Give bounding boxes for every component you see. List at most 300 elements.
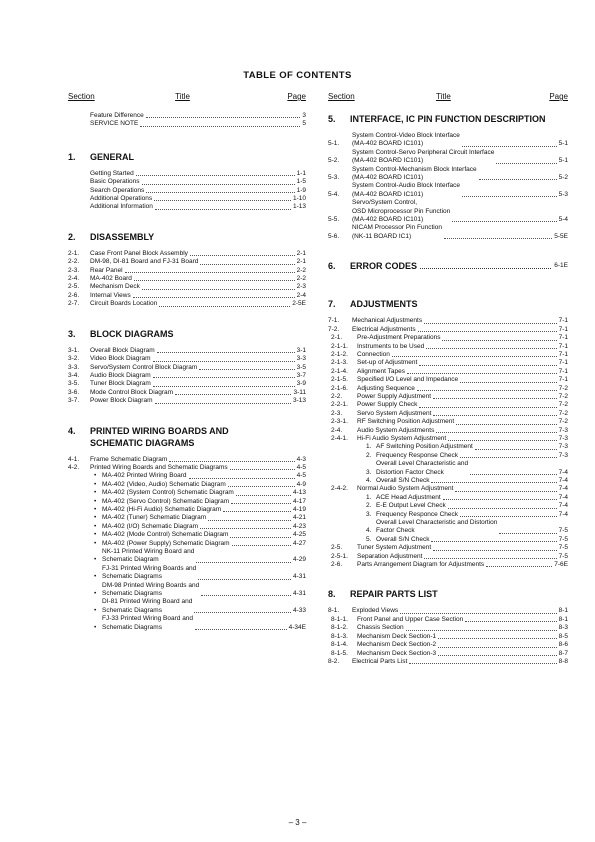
section-spacer [328,279,568,288]
section-spacer [328,241,568,250]
entry-number: • [94,606,97,614]
entry-number: • [94,472,97,480]
toc-entry [68,389,306,397]
dot-leader [436,432,556,433]
toc-entry [68,258,306,266]
entry-title: Overall Block Diagram [90,346,155,354]
dot-leader [231,503,291,504]
dot-leader [418,331,557,332]
entry-title: Getting Started [90,169,134,177]
dot-leader [438,655,556,656]
entry-title: Mechanism Deck Section-1 [357,632,437,640]
dot-leader [462,146,557,147]
toc-entry [68,489,306,497]
entry-title: SERVICE NOTE [90,120,139,128]
entry-number: 3-1. [68,346,80,354]
toc-entry [328,561,568,569]
dot-leader [460,457,557,458]
entry-title: Mechanical Adjustments [352,317,423,325]
dot-leader [426,348,556,349]
header-page-label: Page [549,92,568,101]
entry-page: 7-1 [558,317,568,325]
entry-title: Basic Operations [90,178,140,186]
entry-number: 5-6. [328,232,340,240]
toc-entry [328,401,568,409]
dot-leader [400,613,556,614]
entry-body [376,502,568,510]
entry-page: 4-3 [296,455,306,463]
section-heading [68,231,306,243]
entry-page: 7-1 [558,367,568,375]
entry-page: 2-1 [296,258,306,266]
entry-number: 2-1. [331,334,343,342]
toc-entry [328,182,568,199]
toc-entry [328,359,568,367]
entry-number: 2-1-6. [331,384,348,392]
entry-body [352,658,568,666]
entry-page: 2-2 [296,275,306,283]
entry-title: DM-98, DI-81 Board and FJ-31 Board [90,258,199,266]
dot-leader [208,520,291,521]
dot-leader [424,558,556,559]
entry-body [90,364,306,372]
entry-body [357,410,568,418]
section-heading [68,151,306,163]
entry-title: Power Supply Adjustment [357,392,432,400]
toc-entry [68,170,306,178]
entry-body [357,633,568,641]
toc-entry [328,641,568,649]
toc-entry [328,477,568,485]
entry-body [90,283,306,291]
entry-page: 7-1 [558,350,568,358]
entry-page: 7-3 [558,443,568,451]
entry-body [376,443,568,451]
entry-number: 4-1. [68,455,80,463]
toc-entry [328,553,568,561]
entry-page: 1-9 [296,186,306,194]
entry-body [352,132,568,149]
entry-page: 7-5 [558,544,568,552]
section-number: 1. [68,151,76,162]
dot-leader [470,474,556,475]
section-spacer [68,129,306,141]
entry-title: Parts Arrangement Diagram for Adjustments [357,561,485,569]
header-page-label: Page [287,92,306,101]
entry-number: 1. [366,493,372,501]
toc-entry [328,650,568,658]
entry-title: Case Front Panel Block Assembly [90,249,188,257]
section-spacer [68,212,306,221]
entry-page: 4-5 [296,463,306,471]
section-number: 4. [68,425,76,436]
section-title: BLOCK DIAGRAMS [90,328,174,339]
toc-entry [68,506,306,514]
entry-body [90,250,306,258]
section-title: ERROR CODES [350,261,418,272]
section-heading [328,298,568,310]
section-number: 8. [328,589,336,600]
toc-entry [68,514,306,522]
toc-entry [328,485,568,493]
dot-leader [153,377,295,378]
entry-number: • [94,489,97,497]
section-title: GENERAL [90,151,135,162]
dot-leader [155,403,291,404]
section-heading [328,113,568,125]
entry-body [90,178,306,186]
toc-entry [328,544,568,552]
section-number: 6. [328,261,336,272]
entry-title: Alignment Tapes [357,367,405,375]
entry-body [357,334,568,342]
entry-body [357,385,568,393]
entry-title: MA-402 Board [90,275,132,283]
dot-leader [232,545,291,546]
entry-number: 5-1. [328,140,340,148]
toc-left-column [68,92,306,632]
entry-title: Feature Difference [90,112,144,119]
dot-leader [146,192,294,193]
entry-title: NK-11 Printed Wiring Board and Schematic Diagram [102,548,195,564]
entry-number: • [94,514,97,522]
entry-title: Separation Adjustment [357,552,423,560]
section-title: INTERFACE, IC PIN FUNCTION DESCRIPTION [350,114,546,124]
entry-page: 1-13 [292,203,306,211]
dot-leader [448,440,556,441]
dot-leader [142,289,295,290]
entry-number: 3-6. [68,388,80,396]
entry-title: Exploded Views [352,607,399,615]
toc-entry [328,132,568,149]
toc-entry [328,536,568,544]
entry-title: Mode Control Block Diagram [90,388,174,396]
toc-entry [68,615,306,632]
entry-title: Additional Operations [90,195,153,203]
dot-leader [475,449,557,450]
entry-body [357,418,568,426]
toc-entry [328,658,568,666]
entry-page: 7-4 [558,502,568,510]
entry-body [376,511,568,519]
dot-leader [456,424,556,425]
toc-entry [328,410,568,418]
dot-leader [431,482,556,483]
dot-leader [157,352,295,353]
entry-body [352,607,568,615]
entry-title: Overall S/N Check [376,477,430,484]
toc-entry [68,195,306,203]
entry-number: 8-2. [328,657,340,665]
entry-page: 3-9 [296,380,306,388]
entry-title: FJ-33 Printed Wiring Board and Schematic Diagrams [102,615,194,631]
entry-title: Mechanism Deck Section-2 [357,641,437,649]
entry-number: 8-1-1. [331,615,348,623]
entry-number: • [94,505,97,513]
toc-entry [68,347,306,355]
entry-page: 8-1 [558,615,568,623]
entry-number: 2-1-3. [331,359,348,367]
entry-number: • [94,497,97,505]
toc-entry [68,598,306,615]
entry-body [102,481,306,489]
dot-leader [154,200,291,201]
entry-number: 2-3-1. [331,418,348,426]
entry-title: Hi-Fi Audio System Adjustment [357,434,447,442]
toc-entry [68,355,306,363]
entry-page: 4-23 [292,522,306,530]
header-title-label: Title [175,92,190,101]
entry-page: 2-4 [296,291,306,299]
entry-page: 4-33 [292,606,306,614]
dot-leader [134,280,295,281]
entry-number: 8-1-5. [331,649,348,657]
entry-title: DI-81 Printed Wiring Board and Schematic Diagrams [102,598,193,614]
entry-body [102,514,306,522]
entry-number: 2-4. [331,426,343,434]
entry-number: • [94,522,97,530]
entry-number: 7-1. [328,317,340,325]
toc-entry [68,397,306,405]
entry-number: 2-1-1. [331,342,348,350]
entry-number: 4-2. [68,463,80,471]
entry-body [357,401,568,409]
entry-body [102,548,306,565]
toc-entry [68,481,306,489]
entry-title: Printed Wiring Boards and Schematic Diagrams [90,463,228,471]
dot-leader [194,612,291,613]
dot-leader [200,528,291,529]
entry-body [357,485,568,493]
dot-leader [189,478,295,479]
entry-body [102,598,306,615]
entry-page: 7-3 [558,426,568,434]
dot-leader [196,562,291,563]
entry-page: 5-5E [554,232,568,240]
toc-entry [328,494,568,502]
entry-page: 4-27 [292,539,306,547]
entry-page: 8-7 [558,649,568,657]
entry-title: Servo/System Control Block Diagram [90,363,198,371]
entry-body [357,616,568,624]
entry-number: • [94,556,97,564]
entry-title: System Control-Mechanism Block Interface (MA-402 BOARD IC101) [352,165,477,182]
entry-body [352,199,568,224]
entry-page: 7-5 [558,527,568,535]
entry-number: 4. [366,527,372,535]
header-section-label: Section [328,92,355,101]
toc-entry [328,607,568,615]
entry-body [357,561,568,569]
entry-page: 8-3 [558,624,568,632]
entry-page: 1-5 [296,178,306,186]
entry-title: MA-402 (Video, Audio) Schematic Diagram [102,480,226,488]
entry-number: 3. [366,468,372,476]
entry-title: MA-402 Printed Wiring Board [102,472,187,480]
entry-body [352,224,568,241]
section-heading [68,425,306,449]
section-spacer [328,569,568,578]
entry-number: 3-3. [68,363,80,371]
entry-title: Electrical Adjustments [352,325,416,333]
entry-number: 2-1-2. [331,350,348,358]
entry-title: Frequency Responce Check [376,510,459,518]
entry-page: 5-3 [558,190,568,198]
entry-body [357,359,568,367]
entry-number: 1. [366,443,372,451]
entry-number: 2-2-1. [331,401,348,409]
spacer [68,103,306,112]
dot-leader [431,541,556,542]
dot-leader [153,361,295,362]
entry-body [90,170,306,178]
entry-number: 2-4-1. [331,434,348,442]
toc-entry [328,149,568,166]
toc-entry [68,120,306,128]
toc-entry [328,511,568,519]
entry-number: 2-1-5. [331,376,348,384]
entry-title: Power Supply Check [357,401,418,409]
toc-entry [68,187,306,195]
entry-title: MA-402 (Servo Control) Schematic Diagram [102,497,230,505]
entry-number: 2-6. [68,291,80,299]
entry-body [90,389,306,397]
entry-title: Pre-Adjustment Preparations [357,334,441,342]
entry-body [90,372,306,380]
entry-page: 7-1 [558,334,568,342]
toc-entry [328,351,568,359]
entry-page: 5 [302,120,306,128]
entry-title: Video Block Diagram [90,355,151,363]
entry-body [357,376,568,384]
entry-body [376,460,568,477]
entry-number: 5-2. [328,157,340,165]
entry-title: MA-402 (Tuner) Schematic Diagram [102,514,207,522]
dot-leader [236,495,291,496]
dot-leader [420,268,551,269]
dot-leader [407,373,557,374]
toc-entry [68,548,306,565]
entry-page: 1-10 [292,195,306,203]
entry-body [376,519,568,536]
entry-title: System Control-Servo Peripheral Circuit Interface (MA-402 BOARD IC101) [352,148,495,165]
entry-page: 8-8 [558,657,568,665]
entry-body [352,317,568,325]
toc-entry [328,317,568,325]
entry-page: 2-1 [296,249,306,257]
entry-body [376,452,568,460]
entry-body [90,292,306,300]
dot-leader [496,163,556,164]
toc-entry [328,502,568,510]
toc-entry [328,368,568,376]
entry-body [90,267,306,275]
dot-leader [443,499,557,500]
entry-body [102,565,306,582]
entry-title: MA-402 (Hi-Fi Audio) Schematic Diagram [102,505,222,513]
entry-page: 4-17 [292,497,306,505]
entry-title: Audio System Adjustments [357,426,435,434]
entry-body [90,355,306,363]
entry-page: 8-6 [558,641,568,649]
entry-number: 8-1-2. [331,624,348,632]
entry-number: 8-1. [328,607,340,615]
section-spacer [68,309,306,318]
entry-page: 7-4 [558,477,568,484]
entry-body [357,435,568,443]
section-heading [328,260,568,272]
dot-leader [417,390,557,391]
dot-leader [499,533,556,534]
section-number: 5. [328,114,336,124]
entry-number: 2-3. [331,409,343,417]
entry-number: 8-1-4. [331,641,348,649]
entry-body [90,203,306,211]
entry-title: Mechanism Deck Section-3 [357,649,437,657]
entry-title: Frequency Response Check [376,451,459,459]
entry-number: • [94,531,97,539]
section-number: 2. [68,231,76,242]
entry-body [90,120,306,128]
dot-leader [462,196,557,197]
entry-body [357,553,568,561]
entry-page: 4-25 [292,531,306,539]
entry-page: 3-7 [296,371,306,379]
entry-number: • [94,539,97,547]
entry-number: 3. [366,510,372,518]
entry-page: 8-5 [558,632,568,640]
entry-page: 2-5E [292,300,306,308]
entry-body [102,540,306,548]
toc-entry [68,464,306,472]
entry-body [102,489,306,497]
dot-leader [460,516,557,517]
toc-entry [68,472,306,480]
entry-page: 7-3 [558,434,568,442]
toc-entry [68,540,306,548]
entry-title: Mechanism Deck [90,283,140,291]
entry-page: 4-29 [292,556,306,564]
entry-title: Audio Block Diagram [90,371,151,379]
toc-entry [68,364,306,372]
entry-page: 2-3 [296,283,306,291]
entry-number: 3-7. [68,397,80,405]
dot-leader [201,595,291,596]
toc-entry [68,203,306,211]
entry-number: 2-5-1. [331,552,348,560]
entry-page: 2-2 [296,266,306,274]
entry-body [102,523,306,531]
dot-leader [175,394,291,395]
entry-number: 2-1-4. [331,367,348,375]
entry-body [357,368,568,376]
entry-body [352,166,568,183]
section-heading [328,588,568,600]
dot-leader [230,469,295,470]
entry-number: 3-4. [68,371,80,379]
entry-page: 3-1 [296,346,306,354]
entry-title: Connection [357,350,390,358]
entry-title: AF Switching Position Adjustment [376,443,473,451]
toc-entry [68,456,306,464]
entry-title: Adjusting Sequence [357,384,415,392]
entry-page: 3-5 [296,363,306,371]
toc-entry [328,199,568,224]
entry-title: Chassis Section [357,624,404,632]
entry-body [102,531,306,539]
dot-leader [438,638,556,639]
entry-body [102,615,306,632]
